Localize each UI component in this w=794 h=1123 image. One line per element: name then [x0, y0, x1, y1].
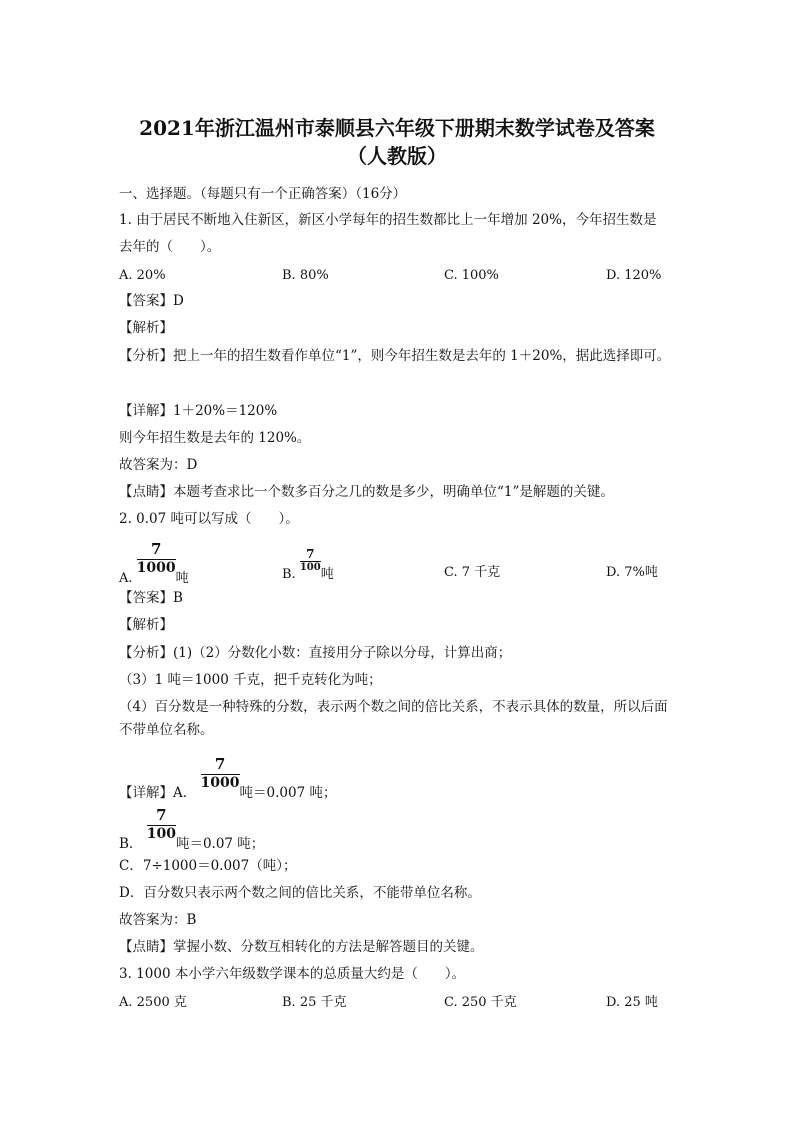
- q2-answer: 【答案】B: [119, 590, 183, 606]
- fraction-numerator: 7: [147, 808, 176, 826]
- q1-option-d: D. 120%: [606, 268, 662, 283]
- q2-option-a: [119, 542, 189, 585]
- q2-option-b: [282, 548, 334, 581]
- q2-detail-b: [119, 808, 264, 852]
- q2-final: 故答案为：B: [119, 912, 197, 928]
- q3-option-b: B. 25 千克: [282, 995, 347, 1010]
- q3-option-c: C. 250 千克: [444, 995, 517, 1010]
- q1-comment: 【点睛】本题考查求比一个数多百分之几的数是多少，明确单位“1”是解题的关键。: [119, 484, 614, 500]
- q2-option-b-unit: 吨: [320, 567, 334, 582]
- q1-answer: 【答案】D: [119, 293, 184, 309]
- section-heading: 一、选择题。（每题只有一个正确答案）（16分）: [119, 186, 407, 202]
- q2-detail-a: [119, 757, 336, 801]
- q2-detail-b-label: B．: [119, 836, 143, 852]
- q2-analysis1: 【分析】(1)（2）分数化小数：直接用分子除以分母，计算出商；: [119, 645, 512, 661]
- q2-detail-b-fraction: [147, 808, 176, 841]
- q3-option-a: A. 2500 克: [119, 995, 187, 1010]
- page-subtitle: （人教版）: [347, 144, 447, 168]
- q1-option-b: B. 80%: [282, 268, 329, 283]
- q2-option-d: D. 7%吨: [606, 565, 658, 580]
- fraction-denominator: 100: [146, 826, 176, 842]
- q2-analysis3: （4）百分数是一种特殊的分数，表示两个数之间的倍比关系，不表示具体的数量，所以后面不带单位名称。: [119, 699, 668, 738]
- fraction-denominator: 1000: [200, 775, 240, 791]
- q1-analysis-label: 【解析】: [119, 320, 173, 336]
- q1-detail: 【详解】1＋20%＝120%: [119, 403, 278, 419]
- fraction-denominator: 100: [299, 562, 321, 573]
- q2-detail-c: C．7÷1000＝0.007（吨）；: [119, 858, 297, 874]
- q1-option-a: A. 20%: [119, 268, 166, 283]
- q2-option-c: C. 7 千克: [444, 565, 501, 580]
- fraction-denominator: 1000: [136, 560, 176, 576]
- q2-detail-a-rest: 吨＝0.007 吨；: [239, 785, 337, 801]
- q2-detail-b-rest: 吨＝0.07 吨；: [175, 836, 265, 852]
- q2-detail-d: D．百分数只表示两个数之间的倍比关系，不能带单位名称。: [119, 885, 481, 901]
- q1-stem-line1: 1. 由于居民不断地入住新区，新区小学每年的招生数都比上一年增加 20%，今年招生数是: [119, 212, 657, 228]
- q2-option-a-unit: 吨: [175, 571, 189, 586]
- fraction-numerator: 7: [201, 757, 240, 775]
- q2-option-a-label: A.: [119, 571, 133, 586]
- q1-detail2: 则今年招生数是去年的 120%。: [119, 430, 311, 446]
- q2-analysis-label: 【解析】: [119, 617, 173, 633]
- q1-analysis: 【分析】把上一年的招生数看作单位“1”，则今年招生数是去年的 1＋20%，据此选择即可。: [119, 348, 671, 364]
- q2-stem: 2. 0.07 吨可以写成（ ）。: [119, 511, 299, 527]
- q3-stem: 3. 1000 本小学六年级数学课本的总质量大约是（ ）。: [119, 966, 466, 982]
- q2-option-a-fraction: [137, 542, 176, 575]
- fraction-numerator: 7: [300, 548, 321, 562]
- q1-stem-line2: 去年的（ ）。: [119, 239, 221, 255]
- q1-option-c: C. 100%: [444, 268, 499, 283]
- q2-analysis2: （3）1 吨＝1000 千克，把千克转化为吨；: [119, 672, 382, 688]
- q2-detail-a-label: 【详解】A．: [119, 785, 197, 801]
- q2-detail-a-fraction: [201, 757, 240, 790]
- q2-option-b-fraction: [300, 548, 321, 573]
- q2-option-b-label: B.: [282, 567, 296, 582]
- q2-comment: 【点睛】掌握小数、分数互相转化的方法是解答题目的关键。: [119, 939, 484, 955]
- fraction-numerator: 7: [137, 542, 176, 560]
- q1-final: 故答案为：D: [119, 457, 198, 473]
- q3-option-d: D. 25 吨: [606, 995, 658, 1010]
- page-title: 2021年浙江温州市泰顺县六年级下册期末数学试卷及答案: [139, 116, 655, 140]
